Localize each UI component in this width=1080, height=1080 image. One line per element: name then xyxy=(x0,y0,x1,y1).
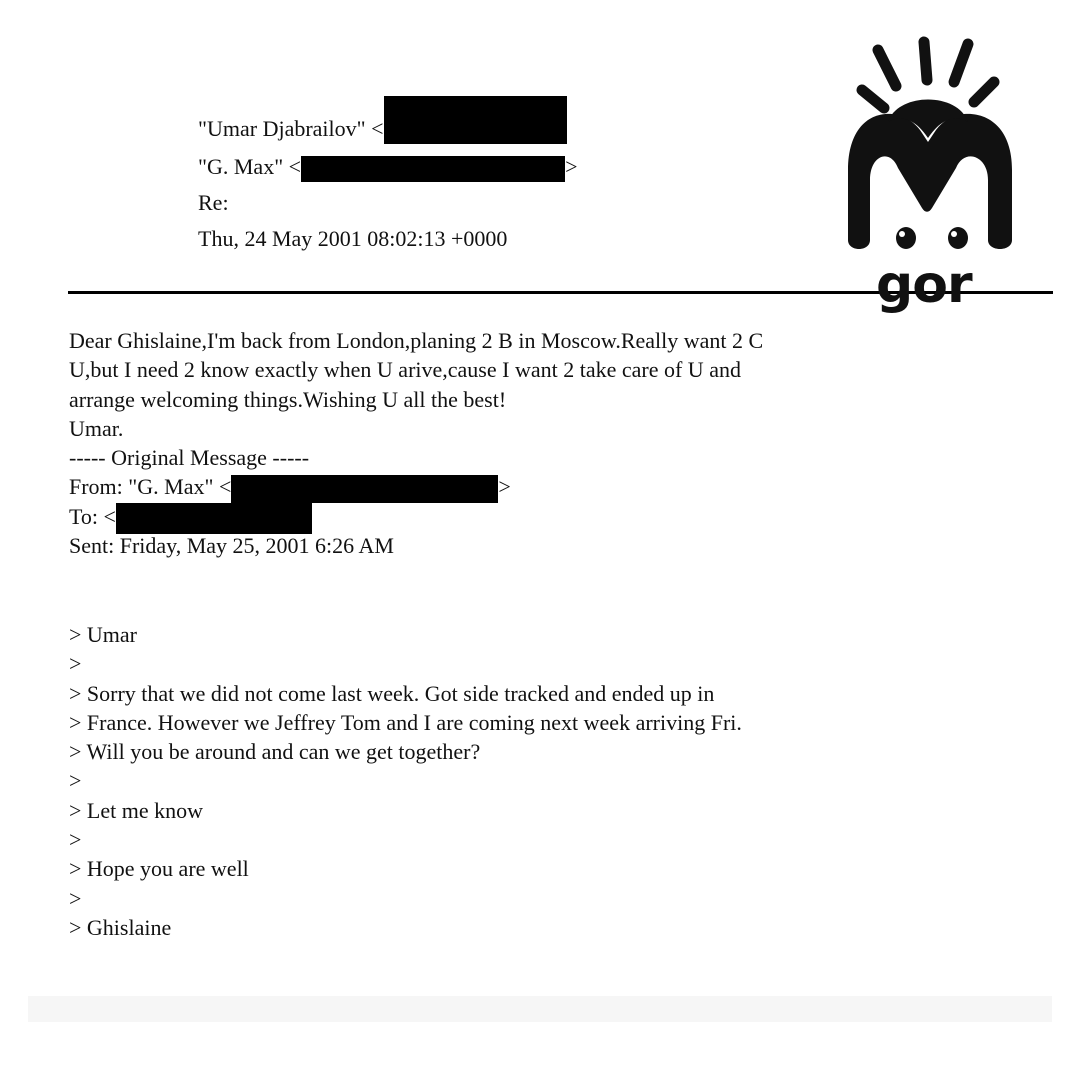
to-value xyxy=(198,152,578,182)
to-recipient: "G. Max" < xyxy=(198,154,302,179)
footer-bar xyxy=(28,996,1052,1022)
quoted-line: > xyxy=(69,885,82,911)
from-sender: "Umar Djabrailov" < xyxy=(198,116,384,141)
quoted-line: > xyxy=(69,768,82,794)
header-from-row xyxy=(0,114,820,144)
quoted-line: > xyxy=(69,651,82,677)
reply-line: U,but I need 2 know exactly when U arive,cause I want 2 take care of U and xyxy=(69,357,741,383)
quoted-signature: > Ghislaine xyxy=(69,914,172,940)
date-value: Thu, 24 May 2001 08:02:13 +0000 xyxy=(198,226,508,251)
reply-line: Dear Ghislaine,I'm back from London,planing 2 B in Moscow.Really want 2 C xyxy=(69,328,764,353)
reply-signature: Umar. xyxy=(69,415,124,441)
logo-wordmark: gor xyxy=(876,255,972,315)
quoted-line: > Hope you are well xyxy=(69,856,249,882)
redaction-from-email xyxy=(384,96,567,144)
original-from-suffix: > xyxy=(498,474,511,500)
quoted-line: > France. However we Jeffrey Tom and I are coming next week arriving Fri. xyxy=(69,709,742,735)
redaction-original-from xyxy=(231,475,498,503)
header-to-row xyxy=(0,152,820,182)
quoted-line: > Will you be around and can we get together? xyxy=(69,739,481,765)
to-suffix: > xyxy=(565,154,578,179)
header-subject-row xyxy=(0,188,820,218)
reply-line: arrange welcoming things.Wishing U all the best! xyxy=(69,386,507,412)
subject-value: Re: xyxy=(198,190,229,215)
original-separator: ----- Original Message ----- xyxy=(69,445,310,471)
quoted-line: > Umar xyxy=(69,622,137,647)
redaction-original-to xyxy=(116,503,312,534)
from-value xyxy=(198,114,567,144)
quoted-message xyxy=(69,620,742,942)
reply-body xyxy=(69,326,763,560)
redaction-to-email xyxy=(301,156,565,182)
header-date-row xyxy=(0,224,820,254)
original-from-prefix: From: "G. Max" < xyxy=(69,474,232,500)
original-to-prefix: To: < xyxy=(69,503,116,529)
original-sent: Sent: Friday, May 25, 2001 6:26 AM xyxy=(69,533,394,559)
original-to xyxy=(69,502,763,531)
quoted-line: > xyxy=(69,827,82,853)
quoted-line: > Let me know xyxy=(69,797,203,823)
quoted-line: > Sorry that we did not come last week. Got side tracked and ended up in xyxy=(69,680,715,706)
original-from xyxy=(69,472,763,501)
